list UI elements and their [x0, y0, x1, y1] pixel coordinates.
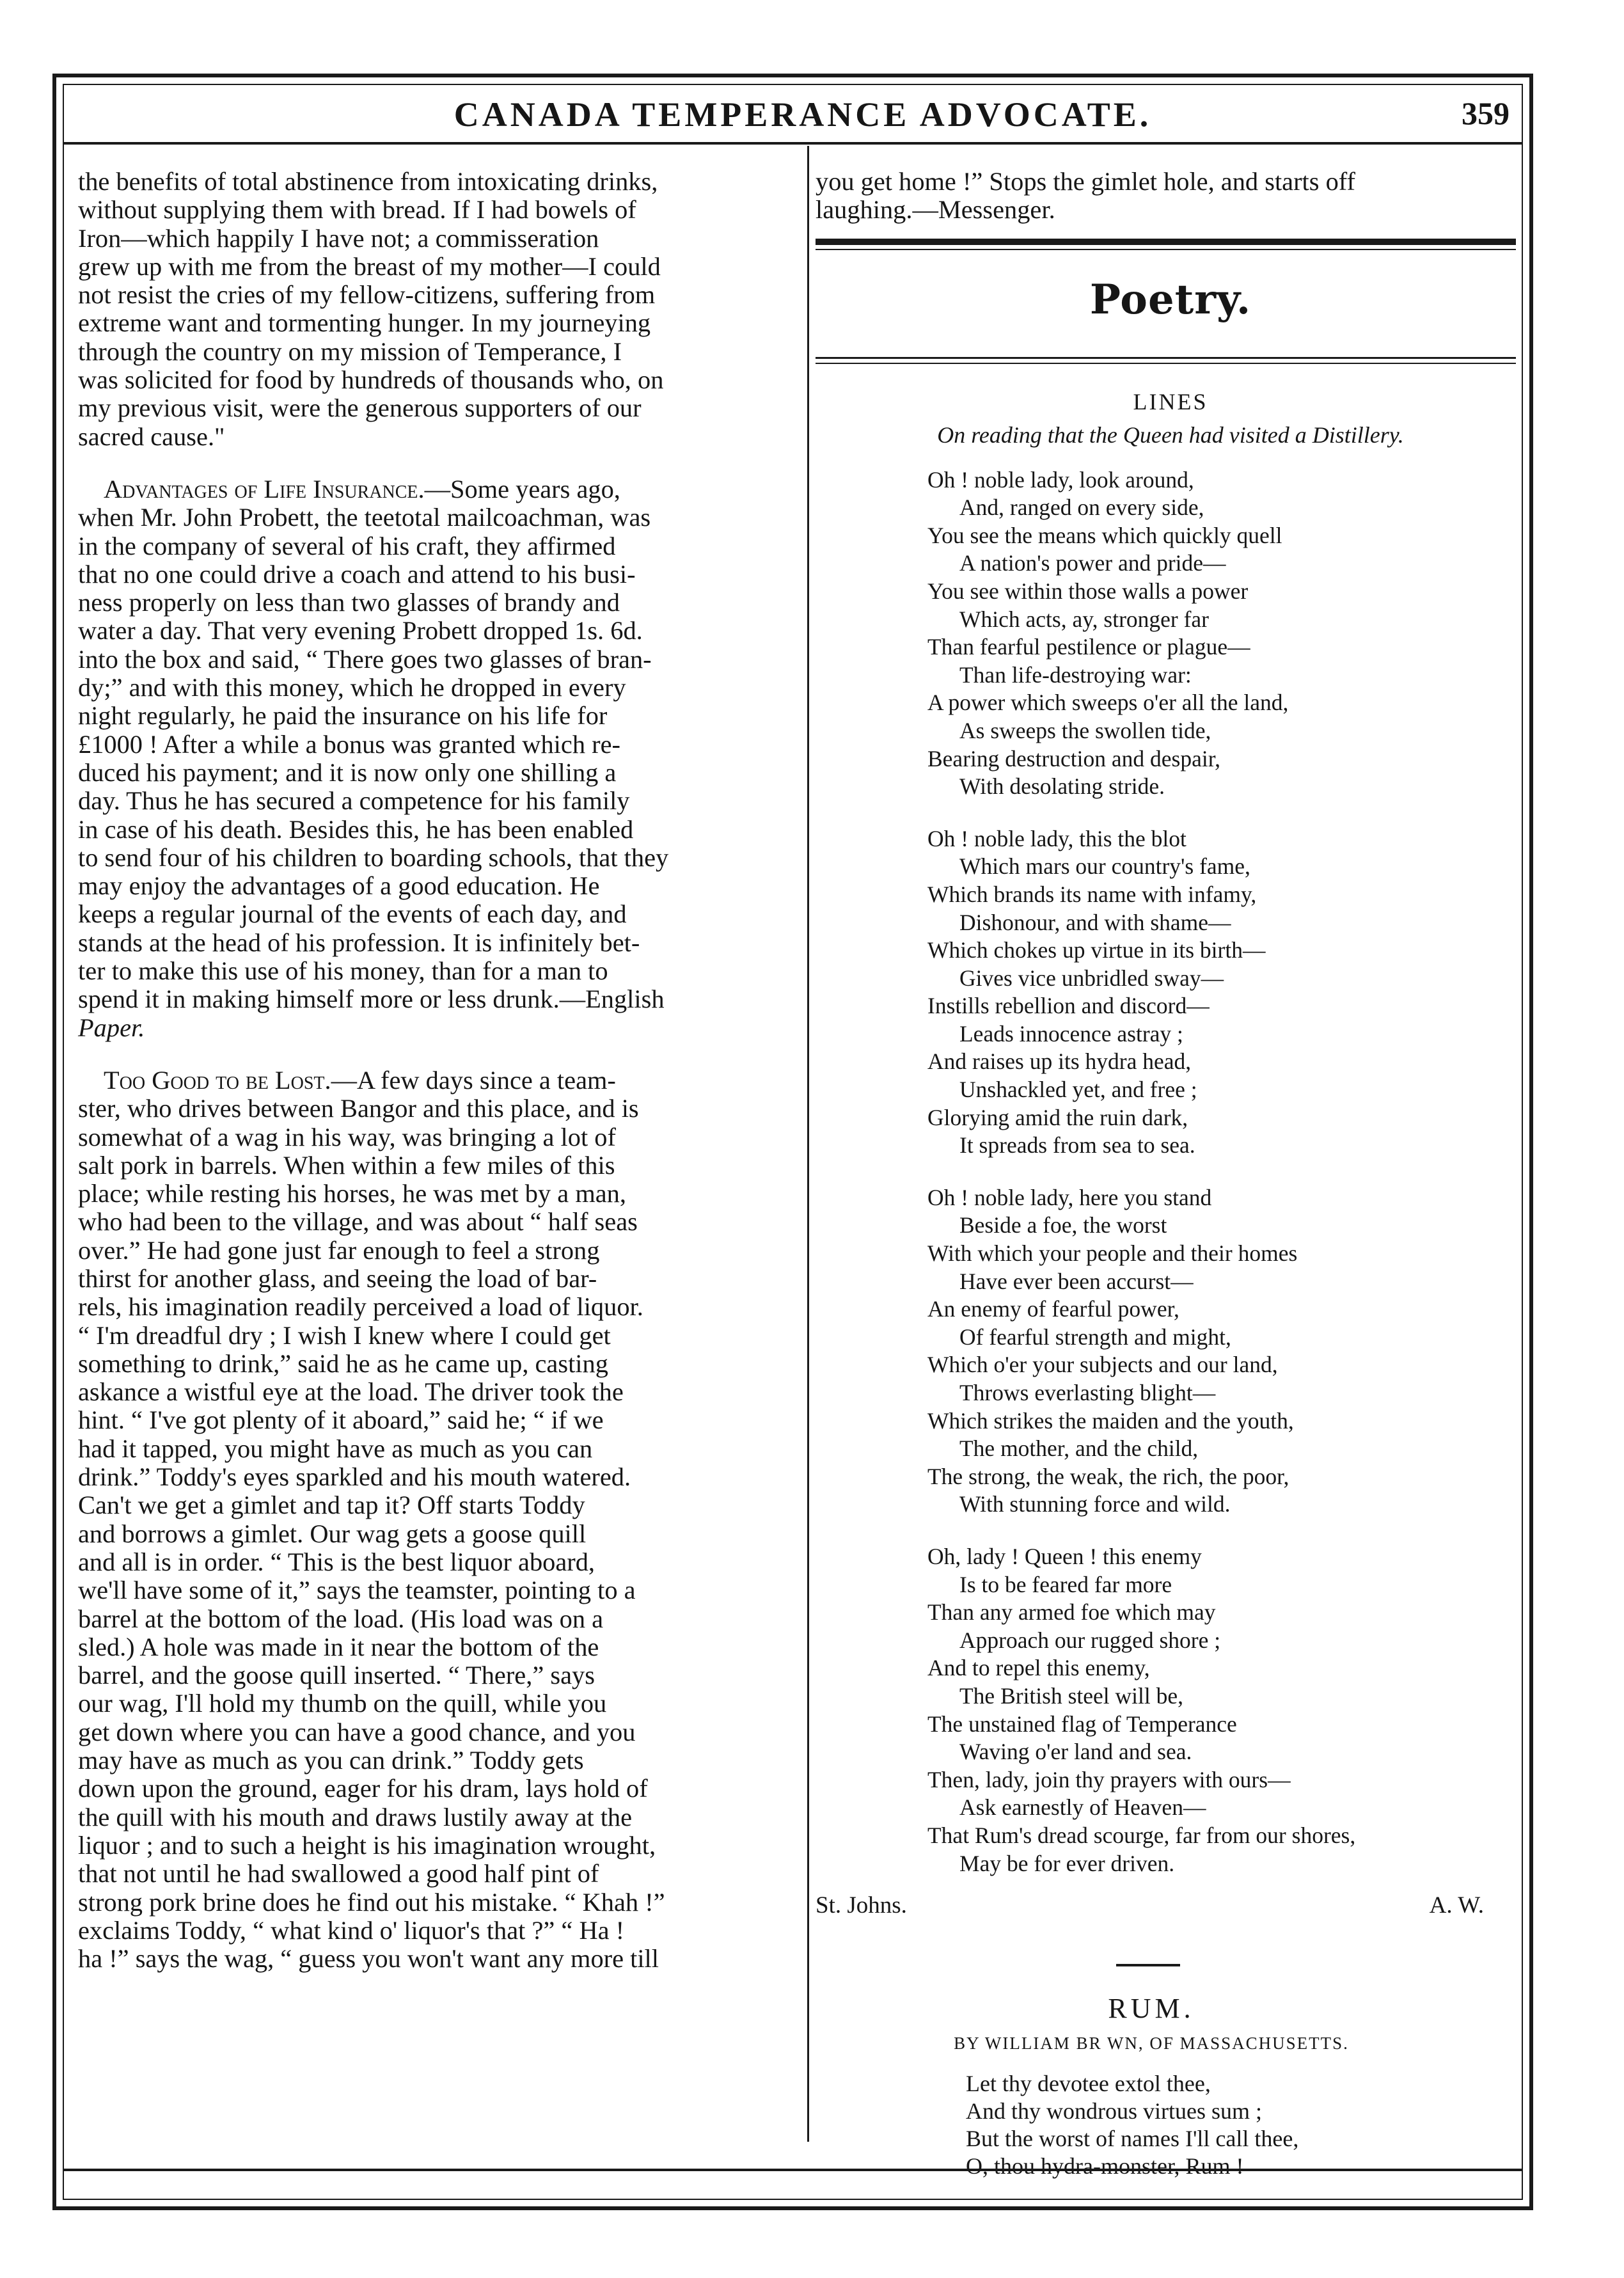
- poem-stanza: [816, 825, 1525, 1160]
- poem-line: With which your people and their homes: [927, 1240, 1298, 1267]
- text-run: —Some years ago,: [424, 474, 620, 503]
- poem-signoff: [816, 1892, 1484, 1919]
- poem-line: Then, lady, join thy prayers with ours—: [927, 1766, 1291, 1792]
- text-line: dy;” and with this money, which he dropped in every: [78, 673, 626, 702]
- text-line: into the box and said, “ There goes two glasses of bran-: [78, 644, 652, 674]
- poem-line: Than fearful pestilence or plague—: [927, 634, 1250, 660]
- poem-line: And raises up its hydra head,: [927, 1048, 1192, 1075]
- text-line: and all is in order. “ This is the best liquor aboard,: [78, 1547, 595, 1576]
- text-line: stands at the head of his profession. It is infinitely bet-: [78, 928, 640, 957]
- poem-line: A power which sweeps o'er all the land,: [927, 690, 1289, 716]
- article-continuation: [78, 168, 794, 451]
- poem-line: It spreads from sea to sea.: [959, 1132, 1195, 1159]
- poem-line: Than life-destroying war:: [959, 661, 1192, 688]
- poem-line: Throws everlasting blight—: [959, 1380, 1216, 1405]
- text-line: our wag, I'll hold my thumb on the quill, while you: [78, 1689, 607, 1718]
- text-line: barrel, and the goose quill inserted. “ There,” says: [78, 1661, 595, 1690]
- text-line: “ I'm dreadful dry ; I wish I knew where I could get: [78, 1320, 611, 1350]
- text-line: ter to make this use of his money, than for a man to: [78, 956, 608, 986]
- poem-line: Bearing destruction and despair,: [927, 745, 1220, 771]
- text-line: my previous visit, were the generous supporters of our: [78, 393, 642, 423]
- poem-line: May be for ever driven.: [959, 1850, 1175, 1876]
- text-run: —A few days since a team-: [331, 1065, 616, 1095]
- poem-line: Beside a foe, the worst: [959, 1212, 1167, 1238]
- poem-line: Which brands its name with infamy,: [927, 881, 1257, 907]
- text-line: drink.” Toddy's eyes sparkled and his mouth watered.: [78, 1462, 631, 1492]
- text-line: down upon the ground, eager for his dram, lays hold of: [78, 1774, 648, 1803]
- poem-line: But the worst of names I'll call thee,: [966, 2126, 1299, 2152]
- article-too-good: [78, 1066, 794, 1973]
- text-line: hint. “ I've got plenty of it aboard,” said he; “ if we: [78, 1405, 604, 1435]
- poem-line: That Rum's dread scourge, far from our shores,: [927, 1822, 1356, 1848]
- page-number: 359: [1462, 95, 1510, 131]
- header-rule: [64, 142, 1522, 145]
- poem-title: RUM.: [1108, 1993, 1195, 2025]
- text-line: keeps a regular journal of the events of each day, and: [78, 899, 627, 929]
- text-line: spend it in making himself more or less drunk.—English: [78, 985, 665, 1014]
- poem-title: LINES: [1133, 388, 1208, 415]
- column-divider: [807, 146, 809, 2142]
- text-line: we'll have some of it,” says the teamster, pointing to a: [78, 1576, 636, 1605]
- article-continuation: [816, 168, 1525, 225]
- text-line: somewhat of a wag in his way, was bringing a lot of: [78, 1122, 616, 1151]
- poem-initials: A. W.: [1429, 1892, 1484, 1919]
- poem-line: Unshackled yet, and free ;: [959, 1077, 1197, 1103]
- text-line: had it tapped, you might have as much as you can: [78, 1434, 593, 1463]
- poem-line: Oh ! noble lady, look around,: [927, 466, 1194, 493]
- poem-line: Oh, lady ! Queen ! this enemy: [927, 1543, 1202, 1569]
- poem-byline: BY WILLIAM BR WN, OF MASSACHUSETTS.: [954, 2034, 1349, 2053]
- poem-line: And thy wondrous virtues sum ;: [966, 2098, 1262, 2124]
- poem-line: Which chokes up virtue in its birth—: [927, 937, 1266, 963]
- poem-line: With stunning force and wild.: [959, 1491, 1231, 1517]
- footer-rule: [64, 2169, 1522, 2171]
- section-rule-thin: [816, 363, 1516, 364]
- poem-line: Have ever been accurst—: [959, 1268, 1194, 1294]
- poem-line: You see within those walls a power: [927, 578, 1249, 604]
- poem-line: Dishonour, and with shame—: [959, 909, 1231, 935]
- text-line: Paper.: [78, 1013, 145, 1042]
- poem-line: Oh ! noble lady, here you stand: [927, 1184, 1212, 1210]
- text-line: strong pork brine does he find out his mistake. “ Khah !”: [78, 1887, 665, 1917]
- poem-line: An enemy of fearful power,: [927, 1296, 1179, 1322]
- poem-line: Ask earnestly of Heaven—: [959, 1794, 1206, 1821]
- text-line: who had been to the village, and was about “ half seas: [78, 1207, 638, 1237]
- left-column: [78, 168, 794, 1973]
- poem-line: And to repel this enemy,: [927, 1655, 1150, 1681]
- text-line: rels, his imagination readily perceived a load of liquor.: [78, 1292, 643, 1322]
- poem-line: Glorying amid the ruin dark,: [927, 1104, 1188, 1130]
- text-line: [78, 1066, 794, 1095]
- text-line: in case of his death. Besides this, he has been enabled: [78, 814, 634, 844]
- right-column: [816, 168, 1525, 2180]
- text-line: ster, who drives between Bangor and this place, and is: [78, 1094, 639, 1123]
- poem-line: Waving o'er land and sea.: [959, 1739, 1192, 1765]
- section-heading: Poetry.: [1089, 275, 1252, 324]
- text-line: ha !” says the wag, “ guess you won't want any more till: [78, 1944, 659, 1973]
- poem-line: The mother, and the child,: [959, 1436, 1199, 1462]
- text-line: liquor ; and to such a height is his imagination wrought,: [78, 1830, 656, 1860]
- poem-line: Which acts, ay, stronger far: [959, 606, 1209, 632]
- poem-line: Gives vice unbridled sway—: [959, 965, 1224, 991]
- text-line: night regularly, he paid the insurance on his life for: [78, 701, 608, 731]
- section-rule: [816, 239, 1516, 245]
- poem-line: As sweeps the swollen tide,: [959, 717, 1211, 743]
- poem-separator: [1116, 1964, 1180, 1966]
- text-line: place; while resting his horses, he was met by a man,: [78, 1179, 626, 1208]
- text-line: Iron—which happily I have not; a commisseration: [78, 223, 599, 253]
- text-line: ness properly on less than two glasses of brandy and: [78, 588, 620, 617]
- text-line: extreme want and tormenting hunger. In my journeying: [78, 308, 651, 338]
- text-line: day. Thus he has secured a competence for his family: [78, 786, 630, 816]
- text-line: water a day. That very evening Probett dropped 1s. 6d.: [78, 616, 643, 645]
- text-line: salt pork in barrels. When within a few miles of this: [78, 1150, 615, 1180]
- poem-line: Which mars our country's fame,: [959, 853, 1250, 880]
- poem-line: Leads innocence astray ;: [959, 1020, 1183, 1047]
- poem-line: You see the means which quickly quell: [927, 522, 1282, 548]
- poem-line: Which o'er your subjects and our land,: [927, 1352, 1278, 1378]
- text-line: duced his payment; and it is now only one shilling a: [78, 757, 617, 787]
- poem-line: Approach our rugged shore ;: [959, 1627, 1221, 1653]
- poem-subtitle: On reading that the Queen had visited a Distillery.: [937, 422, 1404, 448]
- text-line: laughing.—Messenger.: [816, 195, 1055, 225]
- text-line: [78, 475, 794, 503]
- text-line: was solicited for food by hundreds of thousands who, on: [78, 365, 664, 395]
- poem-line: The strong, the weak, the rich, the poor,: [927, 1463, 1289, 1489]
- poem-line: Instills rebellion and discord—: [927, 993, 1210, 1019]
- text-line: sled.) A hole was made in it near the bottom of the: [78, 1632, 599, 1661]
- section-rule-thin: [816, 249, 1516, 250]
- text-line: exclaims Toddy, “ what kind o' liquor's that ?” “ Ha !: [78, 1915, 625, 1945]
- text-line: £1000 ! After a while a bonus was granted which re-: [78, 729, 620, 759]
- text-line: to send four of his children to boarding schools, that they: [78, 842, 669, 872]
- text-line: sacred cause.": [78, 422, 225, 451]
- article-life-insurance: [78, 475, 794, 1042]
- publication-title: CANADA TEMPERANCE ADVOCATE.: [453, 95, 1152, 134]
- article-heading: Advantages of Life Insurance.: [104, 474, 425, 503]
- text-line: may enjoy the advantages of a good education. He: [78, 871, 600, 901]
- poem-line: Is to be feared far more: [959, 1571, 1172, 1597]
- poem-place: St. Johns.: [816, 1892, 907, 1919]
- text-line: something to drink,” said he as he came up, casting: [78, 1349, 608, 1378]
- poem-stanza: [816, 1184, 1525, 1519]
- text-line: over.” He had gone just far enough to feel a strong: [78, 1235, 600, 1265]
- text-line: get down where you can have a good chance, and you: [78, 1717, 636, 1746]
- text-line: in the company of several of his craft, they affirmed: [78, 531, 616, 560]
- text-line: the quill with his mouth and draws lustily away at the: [78, 1802, 633, 1831]
- poem-line: And, ranged on every side,: [959, 494, 1204, 521]
- text-line: that not until he had swallowed a good half pint of: [78, 1859, 599, 1888]
- poem-line: Let thy devotee extol thee,: [966, 2071, 1211, 2097]
- text-line: through the country on my mission of Temperance, I: [78, 336, 622, 366]
- article-heading: Too Good to be Lost.: [104, 1065, 331, 1095]
- poem-stanza: [816, 2070, 1525, 2180]
- section-rule: [816, 357, 1516, 359]
- text-line: Can't we get a gimlet and tap it? Off starts Toddy: [78, 1491, 585, 1520]
- poem-line: The British steel will be,: [959, 1682, 1184, 1709]
- text-line: when Mr. John Probett, the teetotal mailcoachman, was: [78, 503, 651, 532]
- poem-line: O, thou hydra-monster, Rum !: [966, 2153, 1244, 2179]
- poem-stanza: [816, 1543, 1525, 1878]
- poem-line: Of fearful strength and might,: [959, 1324, 1231, 1350]
- text-line: not resist the cries of my fellow-citizens, suffering from: [78, 280, 656, 310]
- poem-line: A nation's power and pride—: [959, 550, 1226, 576]
- text-line: the benefits of total abstinence from intoxicating drinks,: [78, 167, 658, 196]
- text-line: thirst for another glass, and seeing the load of bar-: [78, 1263, 597, 1293]
- text-line: grew up with me from the breast of my mother—I could: [78, 251, 661, 281]
- text-line: and borrows a gimlet. Our wag gets a goose quill: [78, 1519, 587, 1548]
- poem-stanza: [816, 466, 1525, 801]
- text-line: may have as much as you can drink.” Toddy gets: [78, 1746, 584, 1775]
- poem-line: With desolating stride.: [959, 773, 1165, 800]
- text-line: without supplying them with bread. If I had bowels of: [78, 195, 636, 225]
- text-line: that no one could drive a coach and attend to his busi-: [78, 559, 636, 589]
- poem-line: Which strikes the maiden and the youth,: [927, 1407, 1294, 1434]
- text-line: you get home !” Stops the gimlet hole, and starts off: [816, 167, 1355, 196]
- poem-line: The unstained flag of Temperance: [927, 1711, 1237, 1737]
- text-line: askance a wistful eye at the load. The driver took the: [78, 1377, 624, 1407]
- text-line: barrel at the bottom of the load. (His load was on a: [78, 1604, 604, 1633]
- poem-line: Than any armed foe which may: [927, 1599, 1216, 1625]
- poem-line: Oh ! noble lady, this the blot: [927, 825, 1186, 851]
